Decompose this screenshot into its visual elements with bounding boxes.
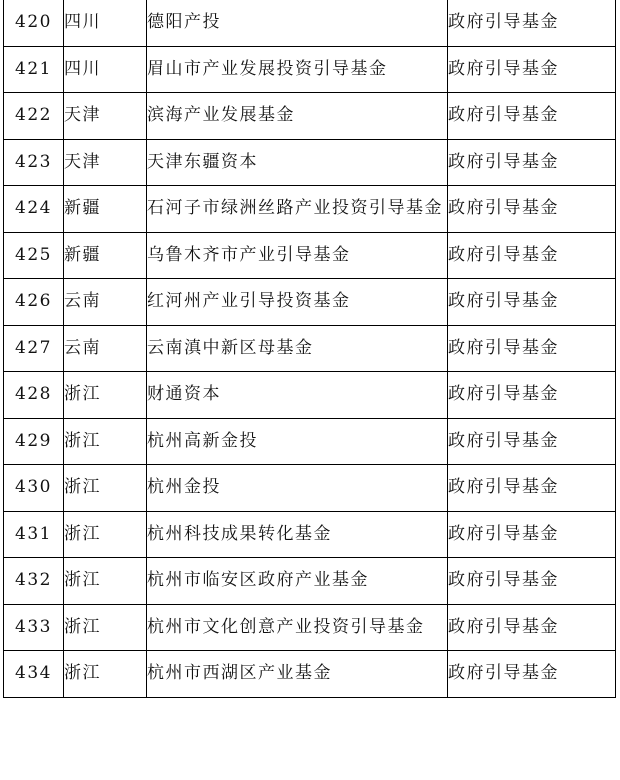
row-province: 天津 <box>64 139 147 186</box>
table-row <box>4 511 616 558</box>
row-fund-type: 政府引导基金 <box>448 325 616 372</box>
row-number: 430 <box>4 465 64 512</box>
row-province: 云南 <box>64 325 147 372</box>
row-number: 423 <box>4 139 64 186</box>
row-fund-name: 红河州产业引导投资基金 <box>147 279 448 326</box>
row-number: 434 <box>4 651 64 698</box>
table-row <box>4 139 616 186</box>
row-fund-name: 云南滇中新区母基金 <box>147 325 448 372</box>
table-row <box>4 651 616 698</box>
row-fund-type: 政府引导基金 <box>448 232 616 279</box>
row-fund-name: 杭州金投 <box>147 465 448 512</box>
row-fund-type: 政府引导基金 <box>448 511 616 558</box>
row-fund-type: 政府引导基金 <box>448 93 616 140</box>
row-fund-name: 眉山市产业发展投资引导基金 <box>147 46 448 93</box>
row-province: 天津 <box>64 93 147 140</box>
row-province: 浙江 <box>64 511 147 558</box>
row-number: 432 <box>4 558 64 605</box>
row-province: 四川 <box>64 0 147 46</box>
row-province: 浙江 <box>64 558 147 605</box>
row-fund-name: 滨海产业发展基金 <box>147 93 448 140</box>
table-row <box>4 558 616 605</box>
row-province: 浙江 <box>64 465 147 512</box>
row-number: 420 <box>4 0 64 46</box>
row-number: 425 <box>4 232 64 279</box>
row-fund-name: 杭州高新金投 <box>147 418 448 465</box>
row-fund-type: 政府引导基金 <box>448 558 616 605</box>
row-number: 421 <box>4 46 64 93</box>
row-number: 428 <box>4 372 64 419</box>
row-province: 四川 <box>64 46 147 93</box>
row-fund-type: 政府引导基金 <box>448 465 616 512</box>
table-row <box>4 232 616 279</box>
row-province: 云南 <box>64 279 147 326</box>
row-number: 429 <box>4 418 64 465</box>
row-province: 新疆 <box>64 186 147 233</box>
row-number: 424 <box>4 186 64 233</box>
row-fund-name: 杭州市文化创意产业投资引导基金 <box>147 604 448 651</box>
table-row <box>4 46 616 93</box>
row-province: 新疆 <box>64 232 147 279</box>
row-province: 浙江 <box>64 604 147 651</box>
table-row <box>4 186 616 233</box>
row-province: 浙江 <box>64 372 147 419</box>
fund-table-body <box>4 0 616 697</box>
row-fund-type: 政府引导基金 <box>448 46 616 93</box>
row-fund-name: 杭州市临安区政府产业基金 <box>147 558 448 605</box>
table-row <box>4 372 616 419</box>
row-fund-name: 德阳产投 <box>147 0 448 46</box>
table-row <box>4 325 616 372</box>
row-number: 431 <box>4 511 64 558</box>
row-fund-type: 政府引导基金 <box>448 0 616 46</box>
table-row <box>4 279 616 326</box>
row-fund-name: 杭州市西湖区产业基金 <box>147 651 448 698</box>
row-number: 427 <box>4 325 64 372</box>
table-row <box>4 418 616 465</box>
fund-table <box>3 0 616 698</box>
row-fund-type: 政府引导基金 <box>448 186 616 233</box>
row-fund-type: 政府引导基金 <box>448 604 616 651</box>
table-row <box>4 604 616 651</box>
row-number: 422 <box>4 93 64 140</box>
row-fund-name: 乌鲁木齐市产业引导基金 <box>147 232 448 279</box>
row-fund-name: 杭州科技成果转化基金 <box>147 511 448 558</box>
row-province: 浙江 <box>64 418 147 465</box>
row-fund-type: 政府引导基金 <box>448 139 616 186</box>
row-fund-type: 政府引导基金 <box>448 279 616 326</box>
row-fund-type: 政府引导基金 <box>448 372 616 419</box>
row-province: 浙江 <box>64 651 147 698</box>
row-fund-type: 政府引导基金 <box>448 651 616 698</box>
table-row <box>4 93 616 140</box>
row-fund-name: 石河子市绿洲丝路产业投资引导基金 <box>147 186 448 233</box>
row-number: 426 <box>4 279 64 326</box>
table-row <box>4 0 616 46</box>
row-fund-type: 政府引导基金 <box>448 418 616 465</box>
row-fund-name: 财通资本 <box>147 372 448 419</box>
row-fund-name: 天津东疆资本 <box>147 139 448 186</box>
table-row <box>4 465 616 512</box>
row-number: 433 <box>4 604 64 651</box>
